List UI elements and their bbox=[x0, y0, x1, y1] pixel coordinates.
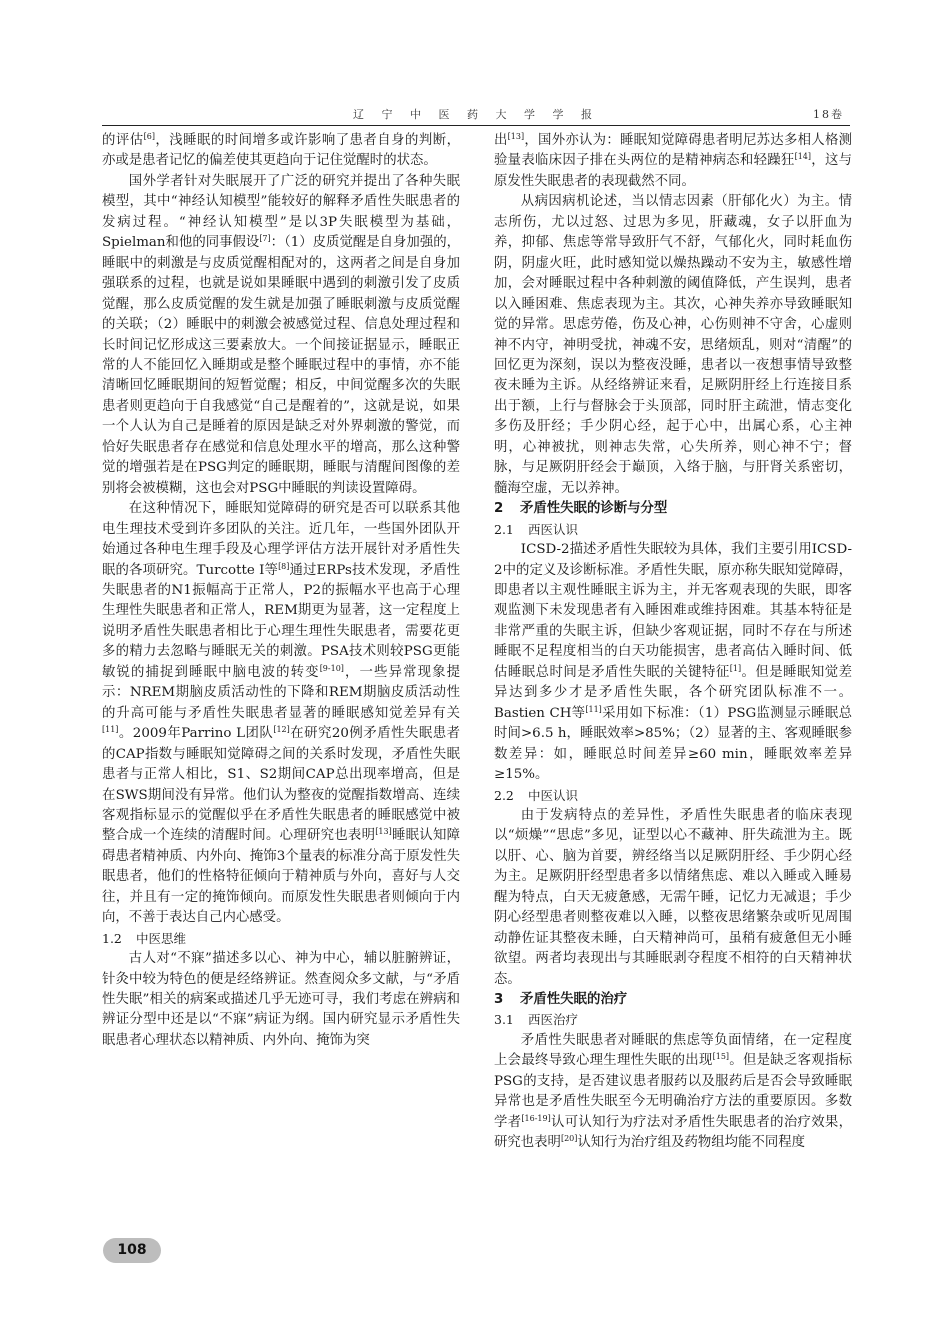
paragraph bbox=[102, 499, 460, 929]
subsection-heading bbox=[102, 929, 460, 949]
right-column bbox=[494, 131, 852, 1221]
text-run: ，一些异常现象提示：NREM期脑皮质活动性的下降和REM期脑皮质活动性的升高可能与矛盾性失眠患者显著的睡眠感知觉差异有关 bbox=[102, 664, 460, 721]
subsection-heading bbox=[494, 786, 852, 806]
text-run: 的评估 bbox=[102, 133, 144, 148]
text-run: ICSD-2描述矛盾性失眠较为具体，我们主要引用ICSD-2中的定义及诊断标准。矛盾性失眠，原亦称失眠知觉障碍，即患者以主观性睡眠主诉为主，并无客观表现的失眠，即客观监测下未发现患者有入睡困难或维持困难。其基本特征是非常严重的失眠主诉，但缺少客观证据，同时不存在与所述睡眠不足程度相当的白天功能损害，患者高估入睡时间、低估睡眠总时间是矛盾性失眠的关键特征 bbox=[494, 542, 852, 680]
citation-ref: [13] bbox=[375, 827, 392, 837]
text-run: 在研究20例矛盾性失眠患者的CAP指数与睡眠知觉障碍之间的关系时发现，矛盾性失眠患者与正常人相比，S1、S2期间CAP总出现率增高，但是在SWS期间没有异常。他们认为整夜的觉醒指数增高、连续客观指标显示的觉醒似乎在矛盾性失眠患者的睡眠感觉中被整合成一个连续的清醒时间。心理研究也表明 bbox=[102, 726, 460, 844]
text-run: 。但是缺乏客观指标PSG的支持，是否建议患者服药以及服药后是否会导致睡眠异常也是矛盾性失眠至今无明确治疗方法的重要原因。多数学者 bbox=[494, 1053, 852, 1130]
heading-text: 中医思维 bbox=[136, 930, 187, 946]
subsection-heading bbox=[494, 520, 852, 540]
text-run: 认知行为治疗组及药物组均能不同程度 bbox=[577, 1135, 806, 1151]
paragraph bbox=[102, 172, 460, 499]
citation-ref: [8] bbox=[278, 561, 290, 571]
subsection-heading bbox=[494, 1010, 852, 1030]
heading-text: 西医治疗 bbox=[528, 1012, 579, 1028]
heading-number: 2.1 bbox=[494, 521, 514, 537]
citation-ref: [9-10] bbox=[319, 663, 344, 673]
heading-number: 3 bbox=[494, 992, 504, 1008]
text-run: ：（1）皮质觉醒是自身加强的，睡眠中的刺激是与皮质觉醒相配对的，这两者之间是自身加强联系的过程，也就是说如果睡眠中遇到的刺激引发了皮质觉醒，那么皮质觉醒的发生就是加强了睡眠刺激与皮质觉醒的关联；（2）睡眠中的刺激会被感觉过程、信息处理过程和长时间记忆形成这三要素放大。一个间接证据显示，睡眠正常的人不能回忆入睡期或是整个睡眠过程中的事情，亦不能清晰回忆睡眠期间的短暂觉醒；相反，中间觉醒多次的失眠患者则更趋向于自我感觉“自己是醒着的”，这就是说，如果一个人认为自己是睡着的原因是缺乏对外界刺激的警觉，而恰好失眠患者存在感觉和信息处理水平的增高，那么这种警觉的增强若是在PSG判定的睡眠期，睡眠与清醒间图像的差别将会被模糊，这也会对PSG中睡眠的判读设置障碍。 bbox=[102, 235, 460, 496]
text-run: 从病因病机论述，当以情志因素（肝郁化火）为主。情志所伤，尤以过怒、过思为多见，肝藏魂，女子以肝血为养，抑郁、焦虑等常导致肝气不舒，气郁化火，同时耗血伤阴，阴虚火旺，此时感知觉以燥热躁动不安为主，敏感性增加，会对睡眠过程中各种刺激的阈值降低，产生误判，患者以入睡困难、焦虑表现为主。其次，心神失养亦导致睡眠知觉的异常。思虑劳倦，伤及心神，心伤则神不守舍，心虚则神不内守，神明受扰，神魂不安，思绪烦乱，则对“清醒”的回忆更为深刻，误以为整夜没睡，患者以一夜想事情导致整夜未睡为主诉。从经络辨证来看，足厥阴肝经上行连接目系出于额，上行与督脉会于头顶部，同时肝主疏泄，情志变化多伤及肝经；手少阴心经，起于心中，出属心系，心主神明，心神被扰，则神志失常，心失所养，则心神不宁；督脉，与足厥阴肝经会于巅顶，入络于脑，与肝肾关系密切，髓海空虚，无以养神。 bbox=[494, 194, 852, 496]
page-number-badge bbox=[103, 1238, 161, 1263]
citation-ref: [20] bbox=[560, 1134, 578, 1144]
paragraph bbox=[494, 540, 852, 785]
citation-ref: [1] bbox=[729, 663, 742, 673]
header-rule bbox=[102, 125, 850, 126]
citation-ref: [7] bbox=[259, 234, 271, 244]
heading-number: 3.1 bbox=[494, 1012, 514, 1028]
paragraph bbox=[494, 1031, 852, 1154]
section-heading bbox=[494, 499, 852, 519]
text-run: 通过ERPs技术发现，矛盾性失眠患者的N1振幅高于正常人，P2的振幅水平也高于心理生理性失眠患者和正常人，REM期更为显著，这一定程度上说明矛盾性失眠患者相比于心理生理性失眠患者，需要花更多的精力去忽略与睡眠无关的刺激。PSA技术则较PSG更能敏锐的捕捉到睡眠中脑电波的转变 bbox=[102, 562, 460, 680]
citation-ref: [15] bbox=[712, 1052, 730, 1062]
heading-number: 2.2 bbox=[494, 787, 514, 803]
paragraph bbox=[494, 131, 852, 192]
citation-ref: [11] bbox=[585, 704, 602, 714]
heading-number: 1.2 bbox=[102, 930, 122, 946]
citation-ref: [11] bbox=[102, 725, 119, 735]
paragraph bbox=[102, 949, 460, 1051]
paragraph bbox=[494, 192, 852, 499]
volume-label: 18卷 bbox=[813, 108, 844, 121]
text-run: ，浅睡眠的时间增多或许影响了患者自身的判断，亦或是患者记忆的偏差使其更趋向于记住觉醒时的状态。 bbox=[102, 133, 460, 169]
journal-title: 辽 宁 中 医 药 大 学 学 报 bbox=[353, 108, 599, 121]
text-run: 古人对“不寐”描述多以心、神为中心，辅以脏腑辨证，针灸中较为特色的便是经络辨证。然查阅众多文献，与“矛盾性失眠”相关的病案或描述几乎无迹可寻，我们考虑在辨病和辨证分型中还是以“不寐”病证为纲。国内研究显示矛盾性失眠患者心理状态以精神质、内外向、掩饰为突 bbox=[102, 951, 460, 1048]
heading-text: 矛盾性失眠的诊断与分型 bbox=[520, 501, 668, 517]
citation-ref: [12] bbox=[273, 725, 290, 735]
text-run: 出 bbox=[494, 133, 508, 148]
citation-ref: [6] bbox=[143, 132, 155, 141]
running-header bbox=[102, 106, 850, 124]
heading-number: 2 bbox=[494, 501, 504, 517]
text-run: 国外学者针对失眠展开了广泛的研究并提出了各种失眠模型，其中“神经认知模型”能较好的解释矛盾性失眠患者的发病过程。“神经认知模型”是以3P失眠模型为基础，Spielman和他的同事假设 bbox=[102, 173, 460, 251]
heading-text: 西医认识 bbox=[528, 521, 579, 537]
text-run: 采用如下标准：（1）PSG监测显示睡眠总时间>6.5 h，睡眠效率>85%；（2）显著的主、客观睡眠参数差异：如，睡眠总时间差异≥60 min，睡眠效率差异≥15%。 bbox=[494, 705, 852, 783]
citation-ref: [13] bbox=[507, 132, 525, 141]
citation-ref: [14] bbox=[794, 152, 812, 162]
heading-text: 中医认识 bbox=[528, 787, 579, 803]
text-run: ，这与原发性失眠患者的表现截然不同。 bbox=[494, 153, 852, 189]
text-run: 。2009年Parrino L团队 bbox=[118, 726, 274, 742]
left-column bbox=[102, 131, 460, 1221]
text-run: 由于发病特点的差异性，矛盾性失眠患者的临床表现以“烦燥”“思虑”多见，证型以心不藏神、肝失疏泄为主。既以肝、心、脑为首要，辨经络当以足厥阴肝经、手少阴心经为主。足厥阴肝经型患者多以情绪焦虑、难以入睡或入睡易醒为特点，白天无疲惫感，无需午睡，记忆力无减退；手少阴心经型患者则整夜难以入睡，以整夜思绪繁杂或听见周围动静佐证其整夜未睡，白天精神尚可，虽稍有疲惫但无小睡欲望。两者均表现出与其睡眠剥夺程度不相符的白天精神状态。 bbox=[494, 807, 852, 987]
text-run: 在这种情况下，睡眠知觉障碍的研究是否可以联系其他电生理技术受到许多团队的关注。近几年，一些国外团队开始通过各种电生理手段及心理学评估方法开展针对矛盾性失眠的各项研究。Turcotte I等 bbox=[102, 501, 460, 578]
text-run: 。但是睡眠知觉差异达到多少才是矛盾性失眠，各个研究团队标准不一。Bastien CH等 bbox=[494, 664, 852, 721]
text-run: ，国外亦认为：睡眠知觉障碍患者明尼苏达多相人格测验量表临床因子排在头两位的是精神病态和轻躁狂 bbox=[494, 133, 852, 169]
section-heading bbox=[494, 990, 852, 1010]
heading-text: 矛盾性失眠的治疗 bbox=[520, 992, 628, 1008]
text-run: 认可认知行为疗法对矛盾性失眠患者的治疗效果，研究也表明 bbox=[494, 1114, 852, 1151]
text-run: 矛盾性失眠患者对睡眠的焦虑等负面情绪，在一定程度上会最终导致心理生理性失眠的出现 bbox=[494, 1032, 852, 1069]
citation-ref: [16-19] bbox=[521, 1113, 551, 1123]
text-run: 睡眠认知障碍患者精神质、内外向、掩饰3个量表的标准分高于原发性失眠患者，他们的性格特征倾向于精神质与外向，喜好与人交往，并且有一定的掩饰倾向。而原发性失眠患者则倾向于内向，不善于表达自己内心感受。 bbox=[102, 828, 460, 926]
page-number: 108 bbox=[117, 1242, 147, 1258]
paragraph bbox=[494, 806, 852, 990]
paragraph bbox=[102, 131, 460, 172]
